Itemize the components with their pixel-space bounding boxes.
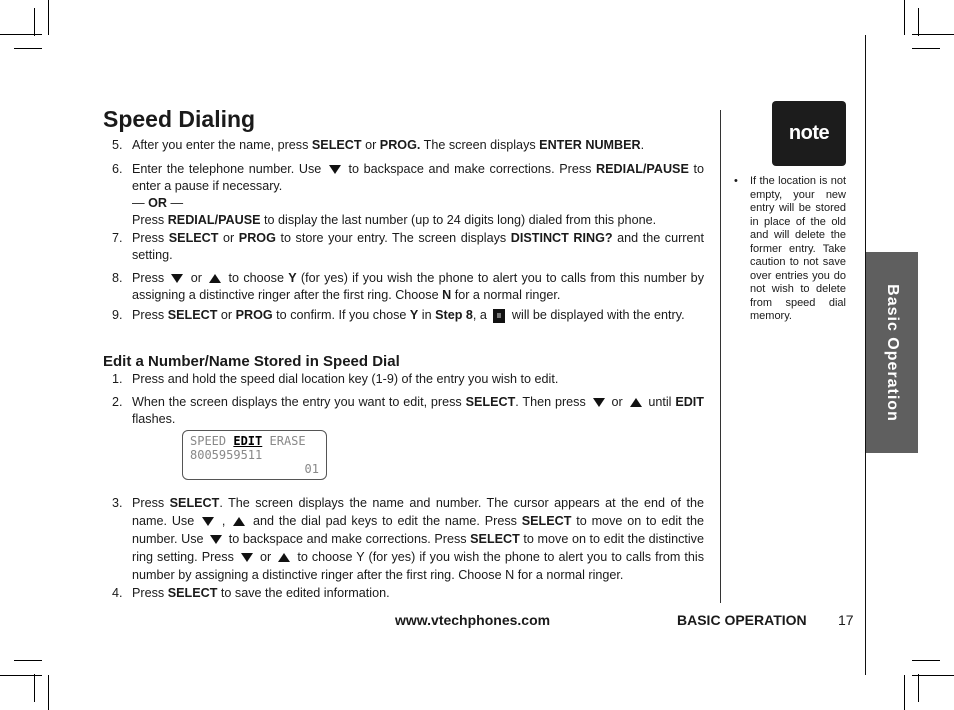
key-term: SELECT <box>521 514 572 528</box>
up-arrow-icon <box>209 274 221 283</box>
step-number: 5. <box>112 138 123 152</box>
edit-heading: Edit a Number/Name Stored in Speed Dial <box>103 353 400 370</box>
crop-mark <box>14 660 42 661</box>
crop-mark <box>904 675 905 710</box>
key-term: REDIAL/PAUSE <box>167 213 261 227</box>
edit-step-4 <box>112 585 704 602</box>
step-text <box>132 137 704 154</box>
step-number: 2. <box>112 395 123 409</box>
step-number: 1. <box>112 372 123 386</box>
text-run: Press <box>132 496 170 510</box>
step-9 <box>112 307 704 324</box>
edit-step-2 <box>112 394 704 428</box>
key-term: SELECT <box>169 496 220 510</box>
text-run: to store your entry. The screen displays <box>275 231 511 245</box>
text-run: to choose <box>224 271 289 285</box>
key-term: N <box>442 288 452 302</box>
column-divider <box>720 110 721 603</box>
key-term: REDIAL/PAUSE <box>596 162 689 176</box>
text-run: Press <box>132 271 169 285</box>
text-run: . <box>640 138 645 152</box>
key-term: PROG <box>238 231 276 245</box>
lcd-screen <box>182 430 327 480</box>
text-run: to backspace and make corrections. Press <box>343 162 597 176</box>
key-term: Step 8 <box>435 308 473 322</box>
key-term: ENTER NUMBER <box>539 138 641 152</box>
lcd-edit: EDIT <box>233 434 263 448</box>
step-text <box>132 585 704 602</box>
text-run: Press and hold the speed dial location key (1-9) of the entry you wish to edit. <box>132 372 559 386</box>
step-number: 8. <box>112 271 123 285</box>
key-term: SELECT <box>167 586 218 600</box>
page-number: 17 <box>838 612 854 628</box>
key-term: Y <box>288 271 297 285</box>
key-term: EDIT <box>675 395 704 409</box>
up-arrow-icon <box>233 517 245 526</box>
text-run: or <box>217 308 236 322</box>
page-title: Speed Dialing <box>103 106 256 132</box>
edit-step-1 <box>112 371 704 388</box>
crop-mark <box>34 674 35 702</box>
up-arrow-icon <box>278 553 290 562</box>
text-run: or <box>186 271 207 285</box>
lcd-location: 01 <box>304 462 319 476</box>
step-5 <box>112 137 704 154</box>
text-run: . Then press <box>515 395 590 409</box>
text-run: in <box>418 308 436 322</box>
crop-mark <box>48 675 49 710</box>
crop-mark <box>34 8 35 36</box>
text-run: When the screen displays the entry you want to edit, press <box>132 395 466 409</box>
lcd-number: 8005959511 <box>190 448 263 462</box>
down-arrow-icon <box>593 398 605 407</box>
key-term: SELECT <box>470 532 520 546</box>
crop-mark <box>904 0 905 35</box>
text-run: will be displayed with the entry. <box>508 308 685 322</box>
lcd-erase: ERASE <box>269 434 306 448</box>
down-arrow-icon <box>171 274 183 283</box>
step-text <box>132 394 704 428</box>
step-number: 7. <box>112 231 123 245</box>
text-run: and the dial pad keys to edit the name. Press <box>248 514 522 528</box>
up-arrow-icon <box>630 398 642 407</box>
text-run: to choose Y (for yes) if you wish the phone to alert you to calls from this number by assigning a distinctive ringer after the first ring. Choose N for a normal ringer. <box>132 550 704 582</box>
text-run: to enter a pause if necessary. <box>132 162 704 193</box>
text-run: to backspace and make corrections. Press <box>225 532 471 546</box>
text-run: and the current setting. <box>132 231 704 262</box>
key-term: PROG. <box>379 138 421 152</box>
down-arrow-icon <box>241 553 253 562</box>
step-8 <box>112 270 704 304</box>
key-term: SELECT <box>167 308 218 322</box>
note-label: note <box>772 101 846 166</box>
text-run: — <box>166 196 184 210</box>
text-run: Press <box>132 586 168 600</box>
key-term: OR <box>148 196 167 210</box>
text-run: or <box>218 231 239 245</box>
text-run: , <box>217 514 231 528</box>
text-run: or <box>255 550 276 564</box>
text-run: Enter the telephone number. Use <box>132 162 326 176</box>
down-arrow-icon <box>202 517 214 526</box>
note-text <box>734 175 846 324</box>
key-term: Y <box>409 308 419 322</box>
down-arrow-icon <box>329 165 341 174</box>
step-text <box>132 161 704 229</box>
key-term: SELECT <box>311 138 362 152</box>
text-run: , a <box>472 308 491 322</box>
text-run: to move on to edit the distinctive ring setting. Press <box>132 532 704 564</box>
text-run: The screen displays <box>420 138 540 152</box>
text-run: (for yes) if you wish the phone to alert you to calls from this number by assigning a distinctive ringer after the first ring. Choose <box>132 271 704 302</box>
step-text <box>132 371 704 388</box>
key-term: SELECT <box>465 395 516 409</box>
crop-mark <box>912 48 940 49</box>
crop-mark <box>918 674 919 702</box>
step-7 <box>112 230 704 264</box>
step-text <box>132 307 704 324</box>
text-run: Press <box>132 231 169 245</box>
step-number: 4. <box>112 586 123 600</box>
step-text <box>132 270 704 304</box>
text-run: to move on to edit the number. Use <box>132 514 704 546</box>
text-run: until <box>644 395 676 409</box>
step-text <box>132 494 704 584</box>
note-body: If the location is not empty, your new entry will be stored in place of the old and will delete the former entry. Take caution to not save over entries you do not wish to delete from speed dial memory. <box>750 175 846 322</box>
text-run: After you enter the name, press <box>132 138 312 152</box>
lcd-speed: SPEED <box>190 434 227 448</box>
down-arrow-icon <box>210 535 222 544</box>
crop-mark <box>0 34 42 35</box>
distinctive-ring-icon <box>493 309 505 323</box>
side-tab-label: Basic Operation <box>884 283 901 422</box>
edit-step-3 <box>112 494 704 584</box>
step-6 <box>112 161 704 229</box>
crop-mark <box>918 8 919 36</box>
text-run: . The screen displays the name and number. The cursor appears at the end of the name. Use <box>132 496 704 528</box>
crop-mark <box>48 0 49 35</box>
text-run: flashes. <box>132 412 176 426</box>
step-number: 6. <box>112 162 123 176</box>
side-tab <box>866 252 918 453</box>
crop-mark <box>912 660 940 661</box>
footer-section: BASIC OPERATION <box>677 612 807 628</box>
text-run: to display the last number (up to 24 digits long) dialed from this phone. <box>260 213 657 227</box>
key-term: PROG <box>235 308 273 322</box>
text-run: Press <box>132 213 168 227</box>
step-number: 3. <box>112 496 123 510</box>
note-bullet: • <box>734 175 738 187</box>
key-term: SELECT <box>168 231 219 245</box>
crop-mark <box>0 675 42 676</box>
key-term: DISTINCT RING? <box>510 231 613 245</box>
text-run: Press <box>132 308 168 322</box>
text-run: for a normal ringer. <box>451 288 561 302</box>
text-run: or <box>361 138 380 152</box>
text-run: to confirm. If you chose <box>272 308 410 322</box>
text-run: or <box>607 395 627 409</box>
text-run: to save the edited information. <box>217 586 390 600</box>
text-run: — <box>132 196 149 210</box>
footer-url[interactable]: www.vtechphones.com <box>395 612 551 628</box>
crop-mark <box>14 48 42 49</box>
step-text <box>132 230 704 264</box>
step-number: 9. <box>112 308 123 322</box>
